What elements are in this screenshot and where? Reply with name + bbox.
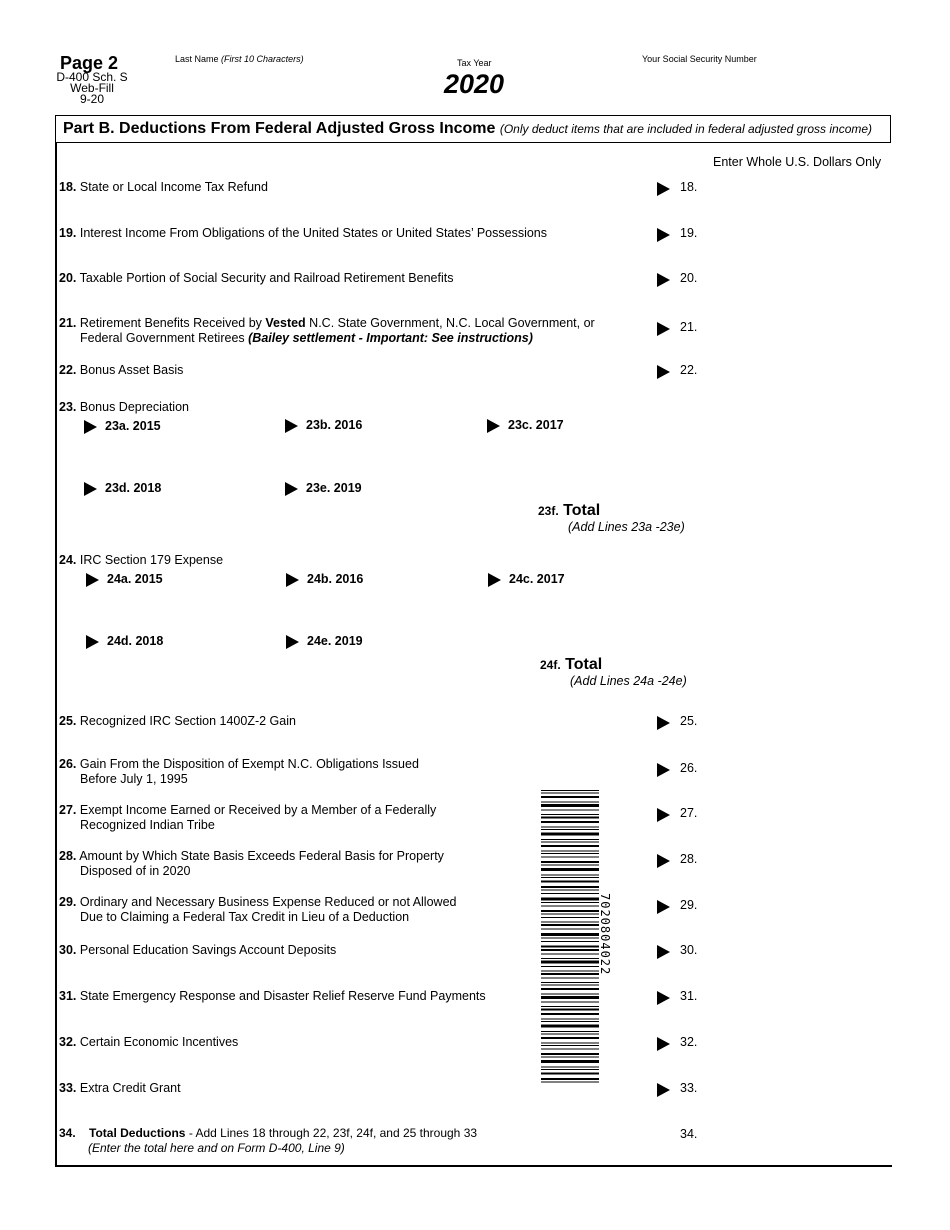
line-22 bbox=[59, 363, 183, 378]
line-note: (Bailey settlement - Important: See instructions) bbox=[248, 331, 533, 345]
arrow-icon bbox=[657, 226, 670, 242]
barcode-bar bbox=[541, 868, 599, 871]
barcode-bar bbox=[541, 842, 599, 843]
arrow-icon bbox=[84, 482, 97, 496]
barcode-bar bbox=[541, 961, 599, 964]
barcode-bar bbox=[541, 857, 599, 858]
line-33 bbox=[59, 1081, 181, 1096]
barcode-bar bbox=[541, 881, 599, 883]
line-text: Certain Economic Incentives bbox=[79, 1035, 239, 1049]
barcode-bar bbox=[541, 1049, 599, 1050]
barcode-bar bbox=[541, 851, 599, 852]
line-box-number[interactable]: 28. bbox=[680, 852, 698, 866]
barcode-bar bbox=[541, 1045, 599, 1046]
barcode-bar bbox=[541, 821, 599, 823]
line-number: 27. bbox=[59, 803, 77, 817]
last-name-hint: (First 10 Characters) bbox=[221, 54, 304, 64]
arrow-icon bbox=[657, 180, 670, 196]
line-text: Taxable Portion of Social Security and Railroad Retirement Benefits bbox=[79, 271, 454, 285]
arrow-icon bbox=[657, 714, 670, 730]
arrow-icon bbox=[657, 1035, 670, 1051]
arrow-icon bbox=[657, 898, 670, 914]
line-24b[interactable]: 24b. 2016 bbox=[286, 572, 363, 587]
barcode-bar bbox=[541, 829, 599, 830]
line-23a[interactable]: 23a. 2015 bbox=[84, 419, 161, 434]
line-box-number[interactable]: 29. bbox=[680, 898, 698, 912]
line-text: Federal Government Retirees bbox=[80, 331, 249, 345]
arrow-icon bbox=[487, 419, 500, 433]
barcode-bar bbox=[541, 817, 599, 819]
line-18 bbox=[59, 180, 268, 195]
form-id-line: D-400 Sch. S bbox=[56, 70, 128, 84]
arrow-icon bbox=[657, 1081, 670, 1097]
arrow-icon bbox=[285, 482, 298, 496]
line-24f[interactable] bbox=[540, 656, 602, 674]
barcode-bar bbox=[541, 839, 599, 840]
barcode-bar bbox=[541, 933, 599, 936]
arrow-icon bbox=[285, 419, 298, 433]
line-23e[interactable]: 23e. 2019 bbox=[285, 481, 362, 496]
barcode-bar bbox=[541, 1078, 599, 1080]
barcode-bar bbox=[541, 982, 599, 983]
arrow-icon bbox=[657, 943, 670, 959]
line-31 bbox=[59, 989, 486, 1004]
line-title: Total Deductions bbox=[89, 1126, 186, 1140]
barcode-bar bbox=[541, 886, 599, 888]
barcode-bar bbox=[541, 1034, 599, 1035]
barcode-bar bbox=[541, 966, 599, 967]
barcode-bar bbox=[541, 802, 599, 803]
line-box-number[interactable]: 33. bbox=[680, 1081, 698, 1095]
line-text: Bonus Asset Basis bbox=[79, 363, 184, 377]
line-text: State or Local Income Tax Refund bbox=[79, 180, 268, 194]
line-text: Gain From the Disposition of Exempt N.C. Obligations Issued bbox=[79, 757, 419, 771]
line-note: (Enter the total here and on Form D-400, Line 9) bbox=[88, 1141, 345, 1155]
line-27 bbox=[59, 803, 436, 833]
barcode-bar bbox=[541, 929, 599, 930]
arrow-icon bbox=[86, 573, 99, 587]
line-text: Disposed of in 2020 bbox=[80, 864, 191, 878]
barcode-bar bbox=[541, 978, 599, 979]
barcode-bar bbox=[541, 1053, 599, 1055]
barcode-bar bbox=[541, 1082, 599, 1083]
page-label: Page 2 bbox=[60, 53, 119, 73]
barcode-bar bbox=[541, 946, 599, 948]
line-text: Retirement Benefits Received by bbox=[79, 316, 266, 330]
line-number: 29. bbox=[59, 895, 77, 909]
line-23 bbox=[59, 400, 189, 415]
barcode-bar bbox=[541, 865, 599, 866]
barcode-bar bbox=[541, 893, 599, 894]
tax-year-label: Tax Year bbox=[457, 58, 492, 68]
arrow-icon bbox=[286, 573, 299, 587]
part-b-title bbox=[63, 120, 872, 138]
total-label: 23f. bbox=[538, 504, 559, 518]
barcode-bar bbox=[541, 985, 599, 986]
barcode-bar bbox=[541, 1019, 599, 1020]
dollars-note: Enter Whole U.S. Dollars Only bbox=[713, 155, 882, 169]
barcode-bar bbox=[541, 1002, 599, 1003]
arrow-icon bbox=[657, 320, 670, 336]
line-text: Exempt Income Earned or Received by a Member of a Federally bbox=[79, 803, 437, 817]
last-name-label-text: Last Name bbox=[175, 54, 219, 64]
line-number: 31. bbox=[59, 989, 77, 1003]
barcode-bar bbox=[541, 922, 599, 923]
barcode-bar bbox=[541, 938, 599, 939]
tax-year: 2020 bbox=[444, 69, 505, 99]
line-text: N.C. State Government, N.C. Local Government, or bbox=[305, 316, 595, 330]
barcode-bar bbox=[541, 924, 599, 926]
line-box-number[interactable]: 27. bbox=[680, 806, 698, 820]
barcode-bar bbox=[541, 833, 599, 836]
last-name-label bbox=[175, 54, 304, 64]
barcode-number: 7020804022 bbox=[598, 893, 612, 976]
barcode-bar bbox=[541, 1037, 599, 1039]
barcode-bar bbox=[541, 1031, 599, 1032]
barcode-bar bbox=[541, 793, 599, 794]
arrow-icon bbox=[286, 635, 299, 649]
arrow-icon bbox=[84, 420, 97, 434]
arrow-icon bbox=[657, 761, 670, 777]
line-number: 28. bbox=[59, 849, 77, 863]
barcode-bar bbox=[541, 861, 599, 863]
arrow-icon bbox=[657, 852, 670, 868]
line-number: 22. bbox=[59, 363, 77, 377]
line-number: 25. bbox=[59, 714, 77, 728]
barcode-bar bbox=[541, 814, 599, 815]
barcode-bar bbox=[541, 1067, 599, 1068]
barcode-bar bbox=[541, 1060, 599, 1063]
barcode-bar bbox=[541, 810, 599, 811]
line-text: Ordinary and Necessary Business Expense Reduced or not Allowed bbox=[79, 895, 457, 909]
line-number: 26. bbox=[59, 757, 77, 771]
total-word: Total bbox=[565, 656, 603, 673]
bottom-border bbox=[55, 1165, 892, 1167]
arrow-icon bbox=[488, 573, 501, 587]
line-text: Bonus Depreciation bbox=[79, 400, 189, 414]
barcode-bar bbox=[541, 971, 599, 972]
barcode-bar bbox=[541, 1073, 599, 1075]
line-box-number[interactable]: 18. bbox=[680, 180, 698, 194]
barcode-bar bbox=[541, 790, 599, 791]
line-26 bbox=[59, 757, 419, 787]
barcode-bar bbox=[541, 853, 599, 854]
barcode-bar bbox=[541, 1043, 599, 1044]
line-28 bbox=[59, 849, 444, 879]
line-32 bbox=[59, 1035, 238, 1050]
barcode-bar bbox=[541, 906, 599, 907]
line-21 bbox=[59, 316, 595, 346]
arrow-icon bbox=[657, 989, 670, 1005]
barcode-bar bbox=[541, 1025, 599, 1028]
line-24d[interactable]: 24d. 2018 bbox=[86, 634, 163, 649]
line-text: Before July 1, 1995 bbox=[80, 772, 188, 786]
barcode-bar bbox=[541, 917, 599, 918]
line-text: Recognized Indian Tribe bbox=[80, 818, 215, 832]
barcode-bar bbox=[541, 875, 599, 876]
barcode-bar bbox=[541, 941, 599, 942]
form-id-line: 9-20 bbox=[79, 92, 105, 106]
barcode-bar bbox=[541, 827, 599, 828]
line-box-number[interactable]: 25. bbox=[680, 714, 698, 728]
line-box-number[interactable]: 20. bbox=[680, 271, 698, 285]
barcode-bar bbox=[541, 1057, 599, 1058]
total-note: (Add Lines 23a -23e) bbox=[568, 520, 685, 534]
ssn-label: Your Social Security Number bbox=[642, 54, 757, 64]
line-number: 20. bbox=[59, 271, 77, 285]
line-number: 23. bbox=[59, 400, 77, 414]
line-text: Recognized IRC Section 1400Z-2 Gain bbox=[79, 714, 296, 728]
barcode-bar bbox=[541, 1013, 599, 1015]
barcode-bar bbox=[541, 994, 599, 995]
line-box-number[interactable]: 32. bbox=[680, 1035, 698, 1049]
arrow-icon bbox=[657, 806, 670, 822]
barcode-bar bbox=[541, 902, 599, 903]
line-text: Interest Income From Obligations of the United States or United States’ Possessions bbox=[79, 226, 547, 240]
form-id bbox=[54, 72, 130, 105]
barcode-bar bbox=[541, 898, 599, 901]
barcode-bar bbox=[541, 1009, 599, 1011]
line-number: 19. bbox=[59, 226, 77, 240]
line-box-number[interactable]: 30. bbox=[680, 943, 698, 957]
line-24a[interactable]: 24a. 2015 bbox=[86, 572, 163, 587]
line-text: State Emergency Response and Disaster Relief Reserve Fund Payments bbox=[79, 989, 486, 1003]
line-number: 18. bbox=[59, 180, 77, 194]
barcode-bar bbox=[541, 804, 599, 807]
line-30 bbox=[59, 943, 336, 958]
line-number: 33. bbox=[59, 1081, 77, 1095]
line-23d[interactable]: 23d. 2018 bbox=[84, 481, 161, 496]
barcode-bar bbox=[541, 949, 599, 951]
barcode-graphic bbox=[541, 790, 599, 1085]
barcode-bar bbox=[541, 996, 599, 999]
line-text-bold: Vested bbox=[265, 316, 306, 330]
barcode-bar bbox=[541, 958, 599, 959]
line-text: Extra Credit Grant bbox=[79, 1081, 181, 1095]
line-box-number[interactable]: 21. bbox=[680, 320, 698, 334]
line-24c[interactable]: 24c. 2017 bbox=[488, 572, 565, 587]
barcode-bar bbox=[541, 877, 599, 878]
barcode-bar bbox=[541, 845, 599, 847]
line-20 bbox=[59, 271, 453, 286]
part-b-subtitle: (Only deduct items that are included in federal adjusted gross income) bbox=[499, 122, 873, 136]
barcode-bar bbox=[541, 954, 599, 955]
line-23f[interactable] bbox=[538, 502, 600, 520]
line-23c[interactable]: 23c. 2017 bbox=[487, 418, 564, 433]
line-number: 32. bbox=[59, 1035, 77, 1049]
barcode-bar bbox=[541, 890, 599, 891]
arrow-icon bbox=[657, 363, 670, 379]
part-b-header bbox=[55, 115, 891, 143]
left-border bbox=[55, 143, 57, 1166]
form-id-line: Web-Fill bbox=[70, 81, 114, 95]
line-box-number[interactable]: 34. bbox=[680, 1127, 698, 1141]
line-text: IRC Section 179 Expense bbox=[79, 553, 224, 567]
line-number: 21. bbox=[59, 316, 77, 330]
total-word: Total bbox=[563, 502, 601, 519]
line-24 bbox=[59, 553, 223, 568]
line-23b[interactable]: 23b. 2016 bbox=[285, 418, 362, 433]
line-number: 30. bbox=[59, 943, 77, 957]
arrow-icon bbox=[657, 271, 670, 287]
barcode-bar bbox=[541, 796, 599, 798]
barcode-bar bbox=[541, 973, 599, 975]
line-34 bbox=[59, 1126, 477, 1156]
barcode-bar bbox=[541, 910, 599, 912]
line-24e[interactable]: 24e. 2019 bbox=[286, 634, 363, 649]
line-29 bbox=[59, 895, 456, 925]
total-note: (Add Lines 24a -24e) bbox=[570, 674, 687, 688]
line-box-number[interactable]: 19. bbox=[680, 226, 698, 240]
line-box-number[interactable]: 26. bbox=[680, 761, 698, 775]
line-text: - Add Lines 18 through 22, 23f, 24f, and 25 through 33 bbox=[185, 1126, 478, 1140]
line-19 bbox=[59, 226, 547, 241]
line-text: Amount by Which State Basis Exceeds Federal Basis for Property bbox=[79, 849, 444, 863]
line-box-number[interactable]: 31. bbox=[680, 989, 698, 1003]
arrow-icon bbox=[86, 635, 99, 649]
line-25 bbox=[59, 714, 296, 729]
line-number: 34. bbox=[59, 1126, 76, 1140]
barcode-bar bbox=[541, 1021, 599, 1022]
barcode-bar bbox=[541, 1069, 599, 1070]
line-number: 24. bbox=[59, 553, 77, 567]
line-text: Due to Claiming a Federal Tax Credit in Lieu of a Deduction bbox=[80, 910, 410, 924]
barcode-bar bbox=[541, 914, 599, 915]
barcode-bar bbox=[541, 988, 599, 990]
part-b-title-text: Part B. Deductions From Federal Adjusted Gross Income bbox=[63, 120, 496, 137]
barcode-bar bbox=[541, 1006, 599, 1007]
line-box-number[interactable]: 22. bbox=[680, 363, 698, 377]
line-text: Personal Education Savings Account Deposits bbox=[79, 943, 337, 957]
total-label: 24f. bbox=[540, 658, 561, 672]
